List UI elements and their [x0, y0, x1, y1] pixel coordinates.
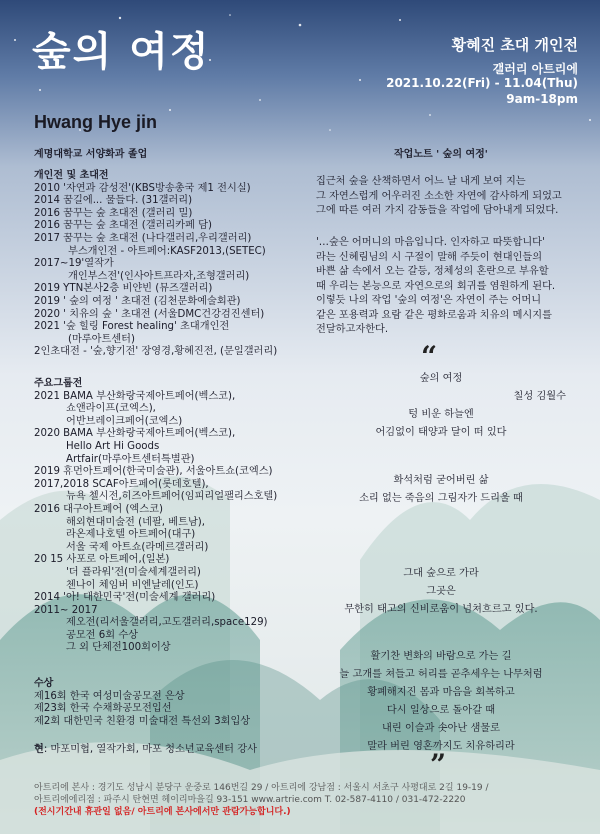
- poem-line: 소리 없는 죽음의 그림자가 드리울 때: [359, 493, 523, 504]
- group-line: 제오전(리서울갤러리,고도갤러리,space129): [66, 617, 268, 629]
- poem-author: 칠성 김월수: [513, 391, 566, 402]
- note-line: 전달하고자한다.: [316, 324, 389, 335]
- solo-line: 2017 꿈꾸는 숲 초대전 (나다갤러리,우리갤러리): [34, 232, 252, 244]
- group-line: 그 외 단체전100회이상: [66, 642, 171, 654]
- group-line: Hello Art Hi Goods: [66, 440, 160, 452]
- solo-line: 개인부스전'(인사아트프라자,조형갤러리): [68, 270, 250, 282]
- group-line: 서울 국제 아트쇼(라메르갤러리): [66, 541, 209, 553]
- solo-line: 2016 꿈꾸는 숲 초대전 (갤러리카페 담): [34, 220, 213, 232]
- group-line: 해외현대미술전 (네팔, 베트남),: [66, 516, 205, 528]
- exhibition-hours: 9am-18pm: [506, 92, 578, 106]
- group-line: 2021 BAMA 부산화랑국제아트페어(벡스코),: [34, 390, 236, 402]
- current-positions: [34, 744, 304, 757]
- current-label: 현: [34, 744, 44, 755]
- poem-line: 내린 이슬과 솟아난 샘물로: [382, 723, 500, 734]
- solo-line: (마루아트센터): [68, 333, 135, 345]
- poem-line: 그곳은: [426, 586, 456, 597]
- awards-heading: 수상: [34, 678, 54, 689]
- note-line: 집근처 숲을 산책하면서 어느 날 내게 보여 지는: [316, 176, 526, 187]
- poem-stanza-3: [316, 565, 566, 619]
- artist-name: Hwang Hye jin: [34, 112, 158, 132]
- artist-note-paragraph-1: [316, 175, 576, 219]
- group-line: 20 15 사포로 아트페어,(일본): [34, 554, 170, 566]
- footer-notice: (전시기간내 휴관일 없음/ 아트리에 본사에서만 관람가능합니다.): [34, 807, 291, 817]
- group-line: 2014 '아! 대한민국'전(미술세계 갤러리): [34, 592, 216, 604]
- solo-line: 2016 꿈꾸는 숲 초대전 (갤러리 밀): [34, 207, 193, 219]
- poem-line: 늘 고개를 쳐들고 허리를 곧추세우는 나무처럼: [339, 669, 543, 680]
- solo-exhibitions: [34, 170, 304, 359]
- exhibition-title: 숲의 여정: [32, 29, 211, 75]
- artist-note-heading: 작업노트 ' 숲의 여정': [394, 149, 488, 160]
- group-line: 2011~ 2017: [34, 604, 98, 616]
- solo-line: 2017~19'열작가: [34, 258, 114, 270]
- group-line: 2020 BAMA 부산화랑국제아트페어(벡스코),: [34, 428, 236, 440]
- poem-line: 무한히 태고의 신비로움이 넘쳐흐르고 있다.: [344, 604, 538, 615]
- group-line: 2017,2018 SCAF아트페어(롯데호텔),: [34, 478, 209, 490]
- group-line: Artfair(마루아트센터특별관): [66, 453, 195, 465]
- solo-line: 부스개인전 - 아트페어:KASF2013,(SETEC): [68, 245, 266, 257]
- group-line: 라온제나호텔 아트페어(대구): [66, 529, 196, 541]
- note-line: '…숲은 어머니의 마음입니다. 인자하고 따뜻합니다': [316, 237, 545, 248]
- artist-note-paragraph-2: [316, 236, 576, 338]
- group-line: 2019 휴먼아트페어(한국미술관), 서울아트쇼(코엑스): [34, 466, 273, 478]
- note-line: 같은 포용력과 요람 같은 평화로움과 치유의 메시지를: [316, 309, 552, 321]
- note-line: 그 자연스럽게 어우러진 소소한 자연에 감사하게 되었고: [316, 190, 562, 202]
- current-text: : 마포미협, 열작가회, 마포 청소년교육센터 강사: [43, 744, 257, 755]
- poem-stanza-4: [316, 648, 566, 756]
- solo-line: 2021 '숲 힐링 Forest healing' 초대개인전: [34, 321, 230, 333]
- solo-line: 2019 ' 숲의 여정 ' 초대전 (김천문화예술회관): [34, 295, 241, 307]
- note-line: 때 우리는 본능으로 자연으로의 회귀를 염원하게 된다.: [316, 280, 556, 292]
- group-line: '더 플라워'전(미술세계갤러리): [66, 566, 201, 578]
- exhibition-subtitle: 황혜진 초대 개인전: [451, 36, 578, 54]
- footer-address-1: 아트리에 본사 : 경기도 성남시 분당구 운중로 146번길 29 / 아트리에 강남점 : 서울시 서초구 사평대로 2길 19-19 /: [34, 783, 489, 793]
- solo-line: 2020 ' 치유의 숲 ' 초대전 (서울DMC건강검진센터): [34, 308, 265, 320]
- open-quote-mark: “: [421, 340, 438, 373]
- footer: [34, 782, 489, 818]
- poem-line: 활기찬 변화의 바람으로 가는 길: [370, 651, 512, 662]
- note-line: 바쁜 삶 속에서 오는 갈등, 정체성의 혼란으로 부유할: [316, 266, 549, 277]
- award-line: 제16회 한국 여성미술공모전 은상: [34, 690, 185, 702]
- note-line: 이렇듯 나의 작업 '숲의 여정'은 자연이 주는 어머니: [316, 295, 542, 306]
- poem-stanza-2: [316, 472, 566, 508]
- group-line: 뉴욕 첼시전,히즈아트페어(임피리얼팰리스호텔): [66, 491, 278, 503]
- award-line: 제2회 대한민국 친환경 미술대전 특선외 3회입상: [34, 715, 251, 727]
- group-line: 2016 대구아트페어 (엑스코): [34, 503, 163, 515]
- poem-line: 말라 버린 영혼까지도 치유하리라: [367, 741, 515, 752]
- solo-line: 2인초대전 - '숲,향기전' 장영경,황혜진전, (문일갤러리): [34, 346, 278, 358]
- poem-line: 다시 일상으로 돌아갈 때: [386, 705, 496, 716]
- poem-line: 황폐해지진 몸과 마음을 회복하고: [367, 687, 515, 698]
- exhibition-dates: 2021.10.22(Fri) - 11.04(Thu): [386, 76, 578, 90]
- group-heading: 주요그룹전: [34, 378, 83, 389]
- note-line: 라는 신혜림님의 시 구절이 말해 주듯이 현대인들의: [316, 251, 543, 263]
- solo-line: 2019 YTN본사2층 비얀빈 (뮤즈갤러리): [34, 283, 213, 295]
- group-line: 어반브레이크페어(코엑스): [66, 415, 183, 427]
- awards: [34, 678, 304, 728]
- note-line: 그에 따른 여러 가지 감동들을 작업에 담아내게 되었다.: [316, 205, 559, 216]
- group-line: 첸나이 체임버 비엔날레(인도): [66, 579, 199, 591]
- artist-education: 계명대학교 서양화과 졸업: [34, 149, 148, 160]
- close-quote-mark: ”: [430, 748, 447, 781]
- footer-address-2: 아트리에에리점 : 파주시 탄현면 헤이리마을길 93-151 www.artrie.com T. 02-587-4110 / 031-472-2220: [34, 795, 466, 805]
- solo-line: 2010 '자연과 감성전'(KBS방송총국 제1 전시실): [34, 182, 251, 194]
- poem-line: 텅 비운 하늘엔: [408, 409, 474, 420]
- poem-line: 어김없이 태양과 달이 떠 있다: [375, 427, 507, 438]
- group-exhibitions: [34, 378, 304, 655]
- poem-title: 숲의 여정: [419, 373, 463, 384]
- group-line: 쇼앤라이프(코엑스),: [66, 403, 156, 415]
- group-line: 공모전 6회 수상: [66, 629, 139, 641]
- solo-line: 2014 꿈길에... 물들다. (31갤러리): [34, 195, 193, 207]
- poem-line: 그대 숲으로 가라: [403, 568, 479, 579]
- poem-stanza-1: [316, 406, 566, 442]
- venue-name: 갤러리 아트리에: [492, 62, 578, 76]
- solo-heading: 개인전 및 초대전: [34, 170, 109, 181]
- award-line: 제23회 한국 수채화공모전입선: [34, 703, 172, 715]
- poem-line: 화석처럼 굳어버린 삶: [393, 475, 489, 486]
